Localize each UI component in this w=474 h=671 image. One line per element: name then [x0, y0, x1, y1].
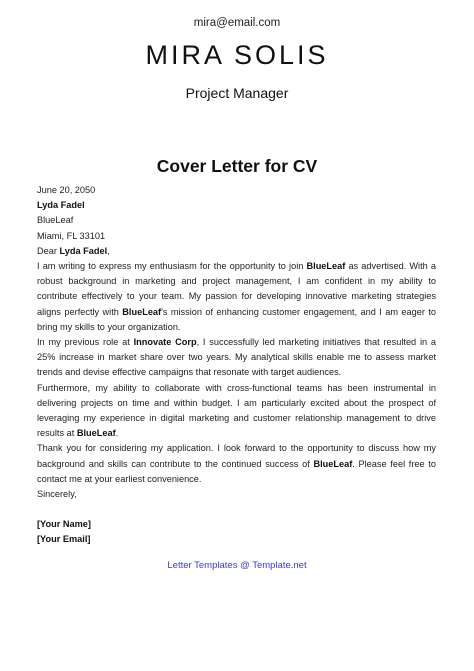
letter-date: June 20, 2050 — [37, 185, 96, 195]
p3-text-a: Furthermore, my ability to collaborate with cross-functional teams has been instrumental in delivering projects on time and within budget. I am particularly excited about the prospect of leveraging my experience in digital marketing and customer relationship management to drive results at — [37, 382, 436, 439]
p4-text-b: . Please feel free to contact me at your earliest convenience. — [37, 458, 436, 484]
p1-text-c: 's mission of enhancing customer engagement, and I am eager to bring my skills to your organization. — [37, 306, 436, 332]
paragraph-4 — [37, 441, 436, 487]
header-email: mira@email.com — [193, 17, 281, 29]
document-title: Cover Letter for CV — [156, 156, 318, 176]
salutation — [37, 244, 436, 259]
signature-block — [37, 517, 436, 547]
p2-text-b: , I successfully led marketing initiatives that resulted in a 25% increase in market share over two years. My analytical skills enable me to assess market trends and devise effective campaigns that resonate with target audiences. — [37, 337, 437, 378]
header-name: MIRA SOLIS — [145, 40, 329, 70]
paragraph-2 — [37, 335, 436, 381]
p4-text-a: Thank you for considering my application. I look forward to the opportunity to discuss how my background and skills can contribute to the continued success of — [37, 443, 436, 469]
signature-name-text: [Your Name] — [37, 519, 91, 530]
header-role: Project Manager — [185, 85, 289, 101]
p1-text-a: I am writing to express my enthusiasm for the opportunity to join — [37, 261, 307, 272]
signature-email-text: [Your Email] — [37, 534, 91, 545]
p1-text-b: as advertised. With a robust background in marketing and project management, I am confident in my ability to contribute effectively to your team. My passion for developing innovative marketing strategies aligns perfectly with — [37, 261, 436, 317]
salutation-prefix: Dear — [37, 245, 60, 256]
closing: Sincerely, — [37, 489, 77, 500]
recipient-location: Miami, FL 33101 — [37, 230, 106, 241]
paragraph-3 — [37, 381, 436, 442]
recipient-name-text: Lyda Fadel — [37, 200, 85, 211]
p2-text-a: In my previous role at — [37, 337, 134, 348]
p3-text-b: . — [115, 428, 119, 439]
paragraph-1 — [37, 259, 436, 335]
recipient-company: BlueLeaf — [37, 215, 74, 226]
p4-company: BlueLeaf — [313, 458, 353, 469]
footer-template-link[interactable]: Letter Templates @ Template.net — [167, 560, 307, 571]
signature-email — [37, 532, 436, 547]
salutation-name: Lyda Fadel — [59, 245, 108, 256]
salutation-suffix: , — [107, 245, 110, 256]
p1-company-b: BlueLeaf — [122, 306, 162, 317]
p3-company: BlueLeaf — [76, 428, 116, 439]
p1-company-a: BlueLeaf — [306, 261, 346, 272]
p2-previous-company: Innovate Corp — [133, 337, 197, 348]
signature-name — [37, 517, 436, 532]
recipient-name — [37, 198, 436, 213]
letter-body — [37, 183, 436, 548]
